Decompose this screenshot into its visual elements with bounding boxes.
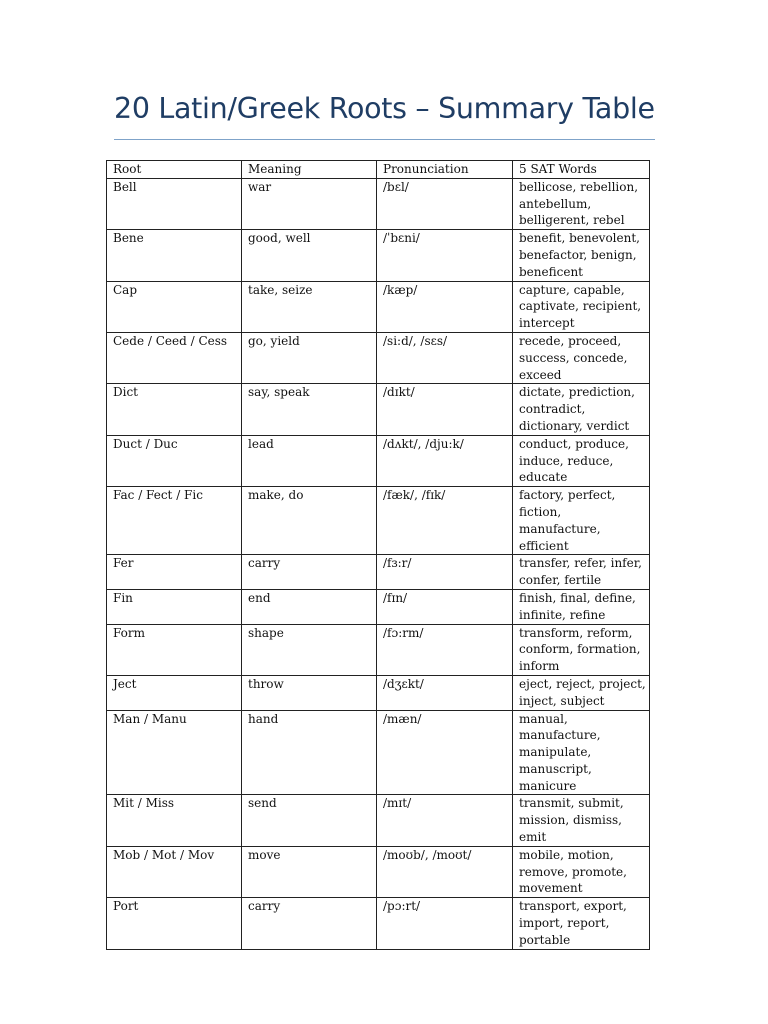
table-row [107, 178, 650, 229]
cell-sat-words: benefit, benevolent, benefactor, benign, beneficent [513, 230, 650, 281]
cell-sat-words: manual, manufacture, manipulate, manuscript, manicure [513, 710, 650, 795]
cell-root: Ject [107, 675, 242, 710]
cell-meaning: take, seize [242, 281, 377, 332]
cell-pronunciation: /fɔ:rm/ [377, 624, 513, 675]
cell-root: Fac / Fect / Fic [107, 487, 242, 555]
cell-root: Dict [107, 384, 242, 435]
table-row [107, 710, 650, 795]
cell-pronunciation: /fɜ:r/ [377, 555, 513, 590]
cell-meaning: carry [242, 898, 377, 949]
cell-sat-words: conduct, produce, induce, reduce, educate [513, 435, 650, 486]
cell-meaning: end [242, 589, 377, 624]
table-row [107, 589, 650, 624]
table-row [107, 898, 650, 949]
cell-meaning: war [242, 178, 377, 229]
table-row [107, 555, 650, 590]
cell-pronunciation: /moʊb/, /moʊt/ [377, 846, 513, 897]
cell-meaning: send [242, 795, 377, 846]
table-row [107, 846, 650, 897]
cell-root: Form [107, 624, 242, 675]
cell-sat-words: finish, final, define, infinite, refine [513, 589, 650, 624]
cell-meaning: good, well [242, 230, 377, 281]
cell-meaning: carry [242, 555, 377, 590]
cell-pronunciation: /pɔ:rt/ [377, 898, 513, 949]
cell-meaning: go, yield [242, 332, 377, 383]
cell-pronunciation: /fɪn/ [377, 589, 513, 624]
cell-sat-words: recede, proceed, success, concede, exceed [513, 332, 650, 383]
cell-root: Fin [107, 589, 242, 624]
cell-sat-words: transport, export, import, report, portable [513, 898, 650, 949]
cell-sat-words: capture, capable, captivate, recipient, intercept [513, 281, 650, 332]
cell-root: Bene [107, 230, 242, 281]
cell-sat-words: transmit, submit, mission, dismiss, emit [513, 795, 650, 846]
cell-sat-words: factory, perfect, fiction, manufacture, efficient [513, 487, 650, 555]
roots-table [106, 160, 650, 950]
cell-meaning: shape [242, 624, 377, 675]
cell-meaning: lead [242, 435, 377, 486]
cell-pronunciation: /dɪkt/ [377, 384, 513, 435]
page-title: 20 Latin/Greek Roots – Summary Table [114, 92, 655, 125]
header-cell-sat-words: 5 SAT Words [513, 161, 650, 179]
header-cell-pronunciation: Pronunciation [377, 161, 513, 179]
title-underline [114, 139, 655, 140]
table-row [107, 795, 650, 846]
table-row [107, 435, 650, 486]
table-row [107, 230, 650, 281]
table-row [107, 675, 650, 710]
cell-root: Mit / Miss [107, 795, 242, 846]
cell-pronunciation: /dʌkt/, /dju:k/ [377, 435, 513, 486]
cell-root: Fer [107, 555, 242, 590]
table-row [107, 281, 650, 332]
cell-root: Mob / Mot / Mov [107, 846, 242, 897]
cell-root: Man / Manu [107, 710, 242, 795]
table-row [107, 332, 650, 383]
cell-pronunciation: /bɛl/ [377, 178, 513, 229]
cell-sat-words: eject, reject, project, inject, subject [513, 675, 650, 710]
cell-pronunciation: /si:d/, /sɛs/ [377, 332, 513, 383]
header-cell-meaning: Meaning [242, 161, 377, 179]
cell-sat-words: transform, reform, conform, formation, inform [513, 624, 650, 675]
cell-sat-words: transfer, refer, infer, confer, fertile [513, 555, 650, 590]
cell-root: Port [107, 898, 242, 949]
cell-sat-words: bellicose, rebellion, antebellum, belligerent, rebel [513, 178, 650, 229]
cell-sat-words: dictate, prediction, contradict, dictionary, verdict [513, 384, 650, 435]
table-row [107, 384, 650, 435]
cell-pronunciation: /kæp/ [377, 281, 513, 332]
cell-root: Cede / Ceed / Cess [107, 332, 242, 383]
cell-meaning: make, do [242, 487, 377, 555]
cell-meaning: hand [242, 710, 377, 795]
table-row [107, 487, 650, 555]
cell-root: Cap [107, 281, 242, 332]
cell-pronunciation: /dʒɛkt/ [377, 675, 513, 710]
cell-pronunciation: /fæk/, /fɪk/ [377, 487, 513, 555]
cell-pronunciation: /ˈbɛni/ [377, 230, 513, 281]
cell-meaning: say, speak [242, 384, 377, 435]
table-row [107, 624, 650, 675]
cell-sat-words: mobile, motion, remove, promote, movement [513, 846, 650, 897]
cell-root: Duct / Duc [107, 435, 242, 486]
header-cell-root: Root [107, 161, 242, 179]
cell-pronunciation: /mæn/ [377, 710, 513, 795]
cell-root: Bell [107, 178, 242, 229]
cell-meaning: throw [242, 675, 377, 710]
cell-pronunciation: /mɪt/ [377, 795, 513, 846]
table-header-row [107, 161, 650, 179]
cell-meaning: move [242, 846, 377, 897]
